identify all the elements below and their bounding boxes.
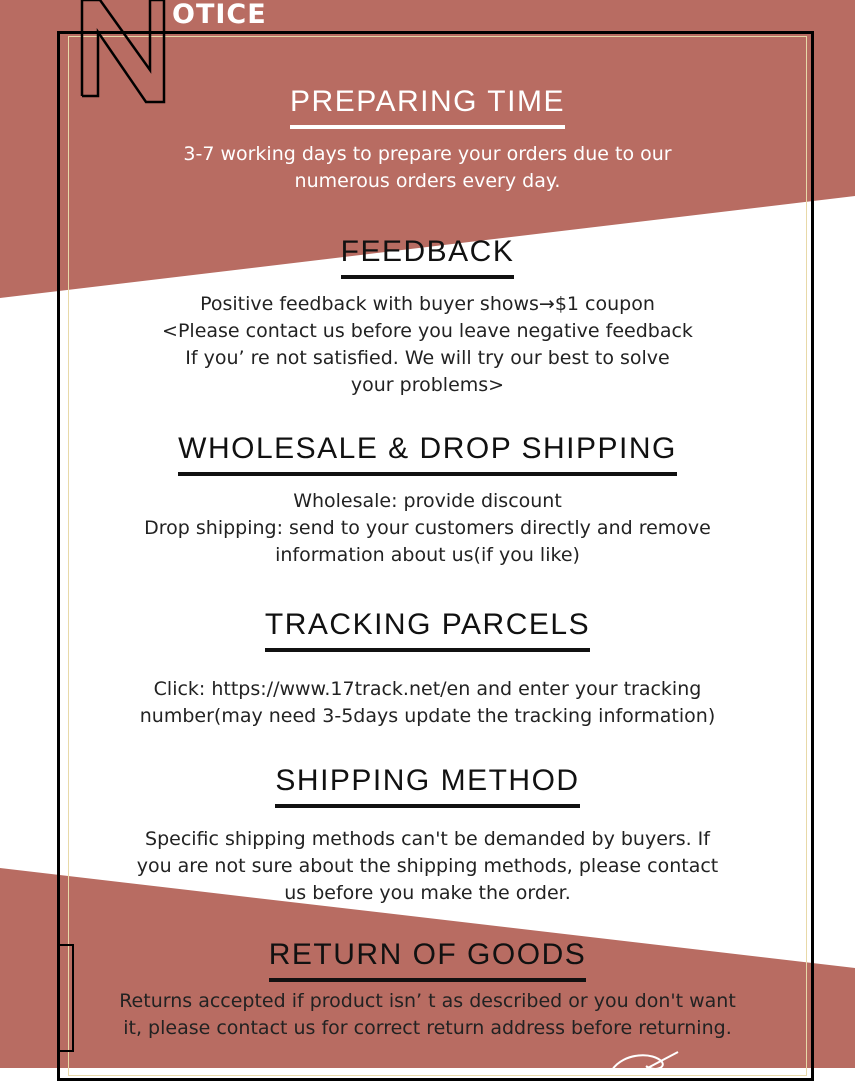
body-line: Specific shipping methods can't be demanded by buyers. If xyxy=(145,828,710,850)
section-shipping-method xyxy=(0,763,855,907)
body-line: <Please contact us before you leave negative feedback xyxy=(162,320,693,342)
body-line: you are not sure about the shipping methods, please contact xyxy=(136,855,719,877)
section-returns xyxy=(0,937,855,1042)
section-body xyxy=(0,488,855,569)
section-heading: SHIPPING METHOD xyxy=(275,763,579,808)
section-heading: TRACKING PARCELS xyxy=(265,607,590,652)
body-line: If you’ re not satisfied. We will try our best to solve xyxy=(185,347,670,369)
body-line: 3-7 working days to prepare your orders due to our xyxy=(183,143,672,165)
section-body xyxy=(0,291,855,399)
section-heading: FEEDBACK xyxy=(341,234,515,279)
body-line: us before you make the order. xyxy=(284,882,571,904)
body-line: Positive feedback with buyer shows→$1 coupon xyxy=(200,293,655,315)
section-body xyxy=(0,676,855,730)
body-line: Drop shipping: send to your customers directly and remove xyxy=(144,517,711,539)
body-line: Returns accepted if product isn’ t as described or you don't want xyxy=(119,990,736,1012)
section-body xyxy=(0,988,855,1042)
section-heading: PREPARING TIME xyxy=(290,84,565,129)
n-monogram-icon xyxy=(78,0,170,108)
swirl-ornament-icon xyxy=(606,1050,686,1074)
section-body xyxy=(0,826,855,907)
body-line: your problems> xyxy=(350,374,505,396)
body-line: it, please contact us for correct return address before returning. xyxy=(123,1017,732,1039)
body-line: numerous orders every day. xyxy=(294,170,561,192)
section-wholesale xyxy=(0,431,855,569)
section-heading: RETURN OF GOODS xyxy=(269,937,587,982)
section-tracking xyxy=(0,607,855,730)
notice-title: OTICE xyxy=(172,0,267,30)
body-line: information about us(if you like) xyxy=(275,544,580,566)
body-line: Wholesale: provide discount xyxy=(293,490,562,512)
section-body xyxy=(0,141,855,195)
body-line: number(may need 3-5days update the tracking information) xyxy=(139,705,716,727)
section-feedback xyxy=(0,234,855,399)
section-heading: WHOLESALE & DROP SHIPPING xyxy=(178,431,677,476)
body-line: Click: https://www.17track.net/en and enter your tracking xyxy=(153,678,702,700)
